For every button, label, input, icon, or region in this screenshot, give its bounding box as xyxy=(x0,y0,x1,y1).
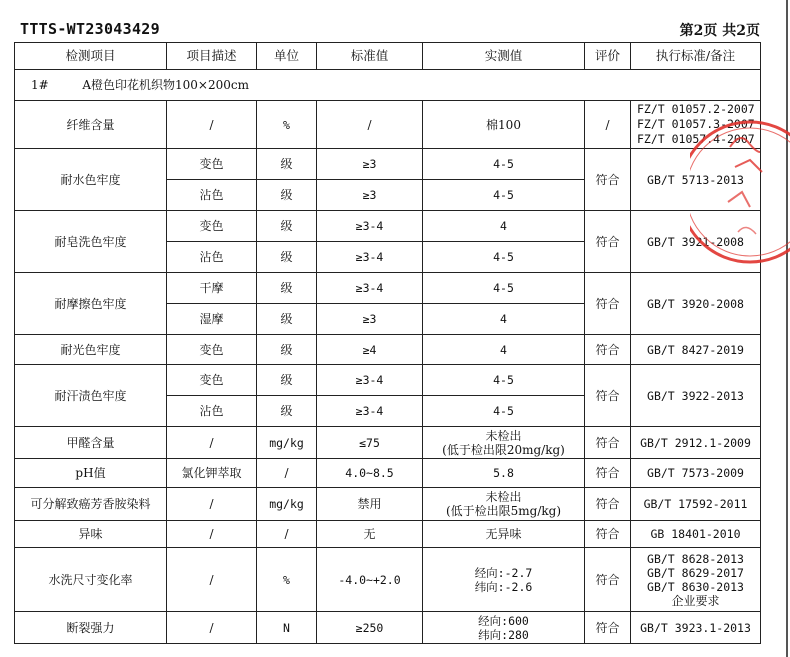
sample-name: A橙色印花机织物100×200cm xyxy=(82,78,249,92)
standard-line: FZ/T 01057.3-2007 xyxy=(637,117,755,131)
unit-cell: N xyxy=(257,612,317,644)
report-number: TTTS-WT23043429 xyxy=(20,20,160,38)
unit-cell: 级 xyxy=(257,273,317,304)
test-results-table xyxy=(14,42,761,644)
col-header-desc: 项目描述 xyxy=(167,43,257,70)
standard-line: FZ/T 01057.4-2007 xyxy=(637,132,755,146)
unit-cell: 级 xyxy=(257,396,317,427)
evaluation-cell: 符合 xyxy=(585,365,631,427)
standard-value-cell: ≥3-4 xyxy=(317,242,423,273)
standard-notes-cell xyxy=(631,548,761,612)
measured-value-cell: 4-5 xyxy=(423,273,585,304)
standard-notes-cell: GB 18401-2010 xyxy=(631,521,761,548)
standard-line: GB/T 8630-2013 xyxy=(647,579,744,594)
standard-line: GB/T 8629-2017 xyxy=(647,565,744,580)
evaluation-cell: 符合 xyxy=(585,427,631,459)
standard-value-cell: ≥3 xyxy=(317,149,423,180)
unit-cell: mg/kg xyxy=(257,488,317,521)
item-ph-value: pH值 xyxy=(15,459,167,488)
standard-notes-cell: GB/T 7573-2009 xyxy=(631,459,761,488)
measured-value-cell: 棉100 xyxy=(423,101,585,149)
standard-notes-cell: GB/T 3922-2013 xyxy=(631,365,761,427)
standard-notes-cell: GB/T 3921-2008 xyxy=(631,211,761,273)
col-header-measured-value: 实测值 xyxy=(423,43,585,70)
table-row xyxy=(15,459,761,488)
result-line: 未检出 xyxy=(485,428,522,443)
standard-value-cell: ≥4 xyxy=(317,335,423,365)
measured-value-cell xyxy=(423,427,585,459)
evaluation-cell: 符合 xyxy=(585,335,631,365)
unit-cell: / xyxy=(257,459,317,488)
result-line: 经向:-2.7 xyxy=(474,565,533,580)
desc-cell: 沾色 xyxy=(167,242,257,273)
standard-line: 企业要求 xyxy=(671,593,720,608)
standard-value-cell: 禁用 xyxy=(317,488,423,521)
standard-value-cell: ≤75 xyxy=(317,427,423,459)
desc-cell: / xyxy=(167,612,257,644)
unit-cell: mg/kg xyxy=(257,427,317,459)
measured-value-cell: 4-5 xyxy=(423,149,585,180)
evaluation-cell: 符合 xyxy=(585,521,631,548)
standard-value-cell: ≥3-4 xyxy=(317,273,423,304)
item-azo-dyes: 可分解致癌芳香胺染料 xyxy=(15,488,167,521)
measured-value-cell: 4 xyxy=(423,335,585,365)
table-row xyxy=(15,149,761,180)
desc-cell: / xyxy=(167,488,257,521)
standard-notes-cell: GB/T 3920-2008 xyxy=(631,273,761,335)
page-edge-divider xyxy=(786,0,788,657)
item-rubbing-fastness: 耐摩擦色牢度 xyxy=(15,273,167,335)
measured-value-cell xyxy=(423,548,585,612)
standard-notes-cell: GB/T 17592-2011 xyxy=(631,488,761,521)
item-light-fastness: 耐光色牢度 xyxy=(15,335,167,365)
evaluation-cell: 符合 xyxy=(585,548,631,612)
measured-value-cell xyxy=(423,488,585,521)
table-row xyxy=(15,521,761,548)
evaluation-cell: 符合 xyxy=(585,488,631,521)
desc-cell: 变色 xyxy=(167,365,257,396)
desc-cell: / xyxy=(167,101,257,149)
sample-index: 1# xyxy=(31,78,49,92)
standard-notes-cell: GB/T 8427-2019 xyxy=(631,335,761,365)
item-fiber-content: 纤维含量 xyxy=(15,101,167,149)
standard-value-cell: ≥3-4 xyxy=(317,211,423,242)
desc-cell: / xyxy=(167,548,257,612)
standard-value-cell: ≥3-4 xyxy=(317,365,423,396)
standard-line: FZ/T 01057.2-2007 xyxy=(637,102,755,116)
item-dimensional-change: 水洗尺寸变化率 xyxy=(15,548,167,612)
table-row xyxy=(15,211,761,242)
measured-value-cell: 4 xyxy=(423,211,585,242)
col-header-item: 检测项目 xyxy=(15,43,167,70)
evaluation-cell: 符合 xyxy=(585,273,631,335)
evaluation-cell: / xyxy=(585,101,631,149)
unit-cell: 级 xyxy=(257,365,317,396)
measured-value-cell: 5.8 xyxy=(423,459,585,488)
col-header-standard-notes: 执行标准/备注 xyxy=(631,43,761,70)
desc-cell: 干摩 xyxy=(167,273,257,304)
sample-row xyxy=(15,70,761,101)
unit-cell: % xyxy=(257,101,317,149)
table-row xyxy=(15,548,761,612)
standard-value-cell: / xyxy=(317,101,423,149)
desc-cell: 氯化钾萃取 xyxy=(167,459,257,488)
measured-value-cell: 4-5 xyxy=(423,365,585,396)
evaluation-cell: 符合 xyxy=(585,149,631,211)
desc-cell: 沾色 xyxy=(167,180,257,211)
measured-value-cell: 4 xyxy=(423,304,585,335)
sample-cell xyxy=(15,70,761,101)
col-header-unit: 单位 xyxy=(257,43,317,70)
result-line: 经向:600 xyxy=(478,613,529,628)
table-header-row xyxy=(15,43,761,70)
standard-value-cell: ≥3-4 xyxy=(317,396,423,427)
standard-value-cell: ≥250 xyxy=(317,612,423,644)
desc-cell: 变色 xyxy=(167,149,257,180)
unit-cell: 级 xyxy=(257,304,317,335)
table-row xyxy=(15,427,761,459)
evaluation-cell: 符合 xyxy=(585,612,631,644)
result-line: 未检出 xyxy=(485,490,522,504)
table-row xyxy=(15,365,761,396)
table-row xyxy=(15,612,761,644)
measured-value-cell: 4-5 xyxy=(423,242,585,273)
evaluation-cell: 符合 xyxy=(585,459,631,488)
measured-value-cell: 无异味 xyxy=(423,521,585,548)
result-line: (低于检出限5mg/kg) xyxy=(445,504,562,518)
table-row xyxy=(15,488,761,521)
desc-cell: / xyxy=(167,427,257,459)
unit-cell: 级 xyxy=(257,242,317,273)
page-indicator: 第2页 共2页 xyxy=(679,23,760,39)
item-odor: 异味 xyxy=(15,521,167,548)
result-line: 纬向:-2.6 xyxy=(474,579,533,594)
standard-notes-cell: GB/T 2912.1-2009 xyxy=(631,427,761,459)
result-line: (低于检出限20mg/kg) xyxy=(442,442,565,457)
unit-cell: / xyxy=(257,521,317,548)
item-soap-fastness: 耐皂洗色牢度 xyxy=(15,211,167,273)
item-perspiration-fastness: 耐汗渍色牢度 xyxy=(15,365,167,427)
table-row xyxy=(15,273,761,304)
item-breaking-strength: 断裂强力 xyxy=(15,612,167,644)
item-water-fastness: 耐水色牢度 xyxy=(15,149,167,211)
standard-value-cell: 无 xyxy=(317,521,423,548)
standard-notes-cell xyxy=(631,101,761,149)
desc-cell: 湿摩 xyxy=(167,304,257,335)
unit-cell: 级 xyxy=(257,149,317,180)
standard-value-cell: ≥3 xyxy=(317,180,423,211)
table-row xyxy=(15,335,761,365)
unit-cell: % xyxy=(257,548,317,612)
measured-value-cell: 4-5 xyxy=(423,396,585,427)
result-line: 纬向:280 xyxy=(478,627,529,642)
item-formaldehyde: 甲醛含量 xyxy=(15,427,167,459)
desc-cell: 沾色 xyxy=(167,396,257,427)
desc-cell: 变色 xyxy=(167,335,257,365)
desc-cell: / xyxy=(167,521,257,548)
evaluation-cell: 符合 xyxy=(585,211,631,273)
measured-value-cell xyxy=(423,612,585,644)
col-header-standard-value: 标准值 xyxy=(317,43,423,70)
standard-value-cell: 4.0~8.5 xyxy=(317,459,423,488)
unit-cell: 级 xyxy=(257,180,317,211)
measured-value-cell: 4-5 xyxy=(423,180,585,211)
unit-cell: 级 xyxy=(257,335,317,365)
table-row xyxy=(15,101,761,149)
standard-notes-cell: GB/T 3923.1-2013 xyxy=(631,612,761,644)
standard-value-cell: ≥3 xyxy=(317,304,423,335)
desc-cell: 变色 xyxy=(167,211,257,242)
col-header-evaluation: 评价 xyxy=(585,43,631,70)
standard-line: GB/T 8628-2013 xyxy=(647,551,744,566)
standard-value-cell: -4.0~+2.0 xyxy=(317,548,423,612)
unit-cell: 级 xyxy=(257,211,317,242)
standard-notes-cell: GB/T 5713-2013 xyxy=(631,149,761,211)
